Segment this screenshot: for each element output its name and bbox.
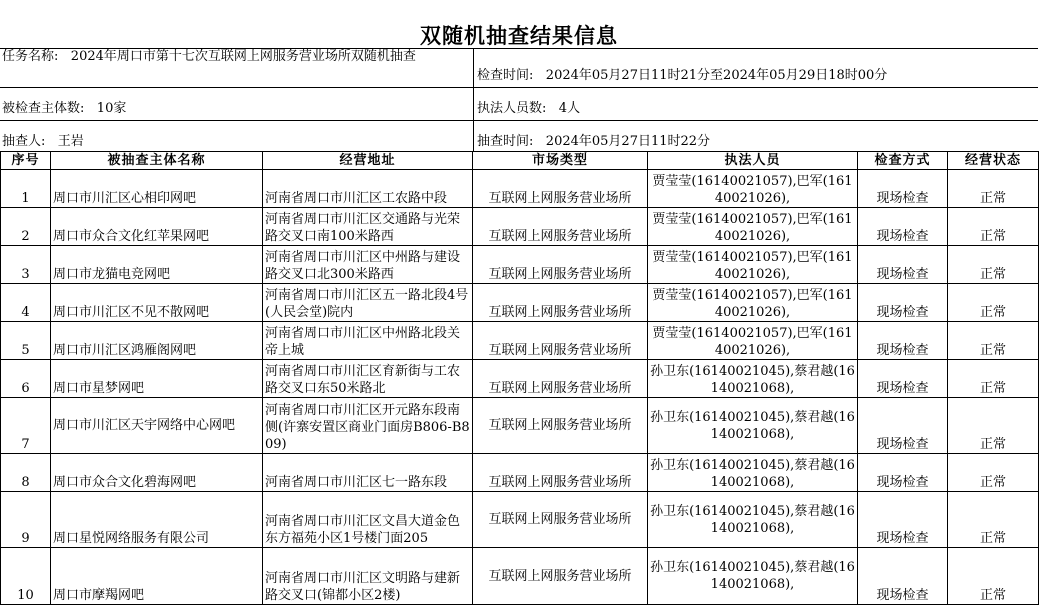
- drawer-value: 王岩: [57, 134, 84, 149]
- staff-count: [477, 100, 580, 117]
- row-market: 互联网上网服务营业场所: [473, 360, 648, 398]
- row-name: 周口市川汇区不见不散网吧: [51, 284, 263, 322]
- subject-count-label: 被检查主体数:: [2, 101, 85, 116]
- task-name: [2, 48, 470, 65]
- row-address: 河南省周口市川汇区交通路与光荣路交叉口南100米路西: [263, 208, 473, 246]
- subject-count-value: 10家: [96, 101, 127, 116]
- col-header-status: 经营状态: [948, 152, 1039, 170]
- row-no: 9: [1, 492, 51, 548]
- row-method: 现场检查: [858, 398, 948, 454]
- row-staff: 贾莹莹(16140021057),巴军(16140021026),: [648, 170, 858, 208]
- check-time: [477, 67, 887, 84]
- row-name: 周口市众合文化红苹果网吧: [51, 208, 263, 246]
- row-no: 1: [1, 170, 51, 208]
- table-row: [1, 454, 1039, 492]
- row-staff: 贾莹莹(16140021057),巴军(16140021026),: [648, 284, 858, 322]
- row-market: 互联网上网服务营业场所: [473, 492, 648, 548]
- row-market: 互联网上网服务营业场所: [473, 246, 648, 284]
- row-status: 正常: [948, 492, 1039, 548]
- row-name: 周口市川汇区心相印网吧: [51, 170, 263, 208]
- table-row: [1, 322, 1039, 360]
- row-address: 河南省周口市川汇区工农路中段: [263, 170, 473, 208]
- row-address: 河南省周口市川汇区五一路北段4号(人民会堂)院内: [263, 284, 473, 322]
- drawer-label: 抽查人:: [2, 134, 46, 149]
- row-method: 现场检查: [858, 208, 948, 246]
- row-market: 互联网上网服务营业场所: [473, 454, 648, 492]
- row-staff: 贾莹莹(16140021057),巴军(16140021026),: [648, 246, 858, 284]
- row-market: 互联网上网服务营业场所: [473, 170, 648, 208]
- row-name: 周口市摩羯网吧: [51, 548, 263, 605]
- table-header-row: [1, 152, 1039, 170]
- col-header-staff: 执法人员: [648, 152, 858, 170]
- row-address: 河南省周口市川汇区开元路东段南侧(许寨安置区商业门面房B806-B809): [263, 398, 473, 454]
- table-row: [1, 246, 1039, 284]
- row-method: 现场检查: [858, 170, 948, 208]
- row-method: 现场检查: [858, 360, 948, 398]
- draw-time-value: 2024年05月27日11时22分: [545, 134, 711, 149]
- task-label: 任务名称:: [2, 49, 59, 64]
- divider: [0, 120, 1038, 121]
- row-staff: 贾莹莹(16140021057),巴军(16140021026),: [648, 208, 858, 246]
- row-address: 河南省周口市川汇区中州路北段关帝上城: [263, 322, 473, 360]
- staff-count-value: 4人: [558, 101, 581, 116]
- drawer: [2, 133, 84, 150]
- row-address: 河南省周口市川汇区七一路东段: [263, 454, 473, 492]
- draw-time: [477, 133, 710, 150]
- table-row: [1, 398, 1039, 454]
- row-method: 现场检查: [858, 492, 948, 548]
- row-status: 正常: [948, 208, 1039, 246]
- row-status: 正常: [948, 246, 1039, 284]
- col-header-no: 序号: [1, 152, 51, 170]
- row-name: 周口星悦网络服务有限公司: [51, 492, 263, 548]
- row-status: 正常: [948, 548, 1039, 605]
- row-address: 河南省周口市川汇区中州路与建设路交叉口北300米路西: [263, 246, 473, 284]
- row-market: 互联网上网服务营业场所: [473, 322, 648, 360]
- table-row: [1, 208, 1039, 246]
- row-name: 周口市星梦网吧: [51, 360, 263, 398]
- info-column-divider: [473, 48, 474, 151]
- table-row: [1, 284, 1039, 322]
- row-status: 正常: [948, 322, 1039, 360]
- result-table: [0, 151, 1039, 605]
- row-name: 周口市龙猫电竞网吧: [51, 246, 263, 284]
- row-name: 周口市川汇区天宇网络中心网吧: [51, 398, 263, 454]
- row-no: 7: [1, 398, 51, 454]
- row-status: 正常: [948, 170, 1039, 208]
- row-address: 河南省周口市川汇区文明路与建新路交叉口(锦都小区2楼): [263, 548, 473, 605]
- check-time-value: 2024年05月27日11时21分至2024年05月29日18时00分: [545, 68, 888, 83]
- row-status: 正常: [948, 454, 1039, 492]
- row-status: 正常: [948, 360, 1039, 398]
- row-address: 河南省周口市川汇区育新街与工农路交叉口东50米路北: [263, 360, 473, 398]
- draw-time-label: 抽查时间:: [477, 134, 534, 149]
- table-row: [1, 360, 1039, 398]
- row-name: 周口市川汇区鸿雁阁网吧: [51, 322, 263, 360]
- row-no: 3: [1, 246, 51, 284]
- staff-count-label: 执法人员数:: [477, 101, 547, 116]
- col-header-address: 经营地址: [263, 152, 473, 170]
- row-staff: 孙卫东(16140021045),蔡君越(16140021068),: [648, 398, 858, 454]
- subject-count: [2, 100, 126, 117]
- col-header-name: 被抽查主体名称: [51, 152, 263, 170]
- row-no: 4: [1, 284, 51, 322]
- row-no: 6: [1, 360, 51, 398]
- row-staff: 孙卫东(16140021045),蔡君越(16140021068),: [648, 360, 858, 398]
- row-market: 互联网上网服务营业场所: [473, 548, 648, 605]
- row-method: 现场检查: [858, 284, 948, 322]
- row-no: 10: [1, 548, 51, 605]
- check-time-label: 检查时间:: [477, 68, 534, 83]
- table-row: [1, 170, 1039, 208]
- row-status: 正常: [948, 284, 1039, 322]
- row-no: 2: [1, 208, 51, 246]
- row-market: 互联网上网服务营业场所: [473, 284, 648, 322]
- row-staff: 孙卫东(16140021045),蔡君越(16140021068),: [648, 548, 858, 605]
- divider: [0, 87, 1038, 88]
- row-method: 现场检查: [858, 548, 948, 605]
- page-title: 双随机抽查结果信息: [420, 24, 618, 48]
- row-method: 现场检查: [858, 322, 948, 360]
- row-staff: 贾莹莹(16140021057),巴军(16140021026),: [648, 322, 858, 360]
- col-header-method: 检查方式: [858, 152, 948, 170]
- row-no: 8: [1, 454, 51, 492]
- row-status: 正常: [948, 398, 1039, 454]
- row-market: 互联网上网服务营业场所: [473, 208, 648, 246]
- table-row: [1, 548, 1039, 605]
- table-row: [1, 492, 1039, 548]
- row-market: 互联网上网服务营业场所: [473, 398, 648, 454]
- col-header-market: 市场类型: [473, 152, 648, 170]
- task-value: 2024年周口市第十七次互联网上网服务营业场所双随机抽查: [70, 49, 416, 64]
- row-address: 河南省周口市川汇区文昌大道金色东方福苑小区1号楼门面205: [263, 492, 473, 548]
- row-no: 5: [1, 322, 51, 360]
- row-method: 现场检查: [858, 246, 948, 284]
- row-staff: 孙卫东(16140021045),蔡君越(16140021068),: [648, 454, 858, 492]
- row-name: 周口市众合文化碧海网吧: [51, 454, 263, 492]
- row-method: 现场检查: [858, 454, 948, 492]
- row-staff: 孙卫东(16140021045),蔡君越(16140021068),: [648, 492, 858, 548]
